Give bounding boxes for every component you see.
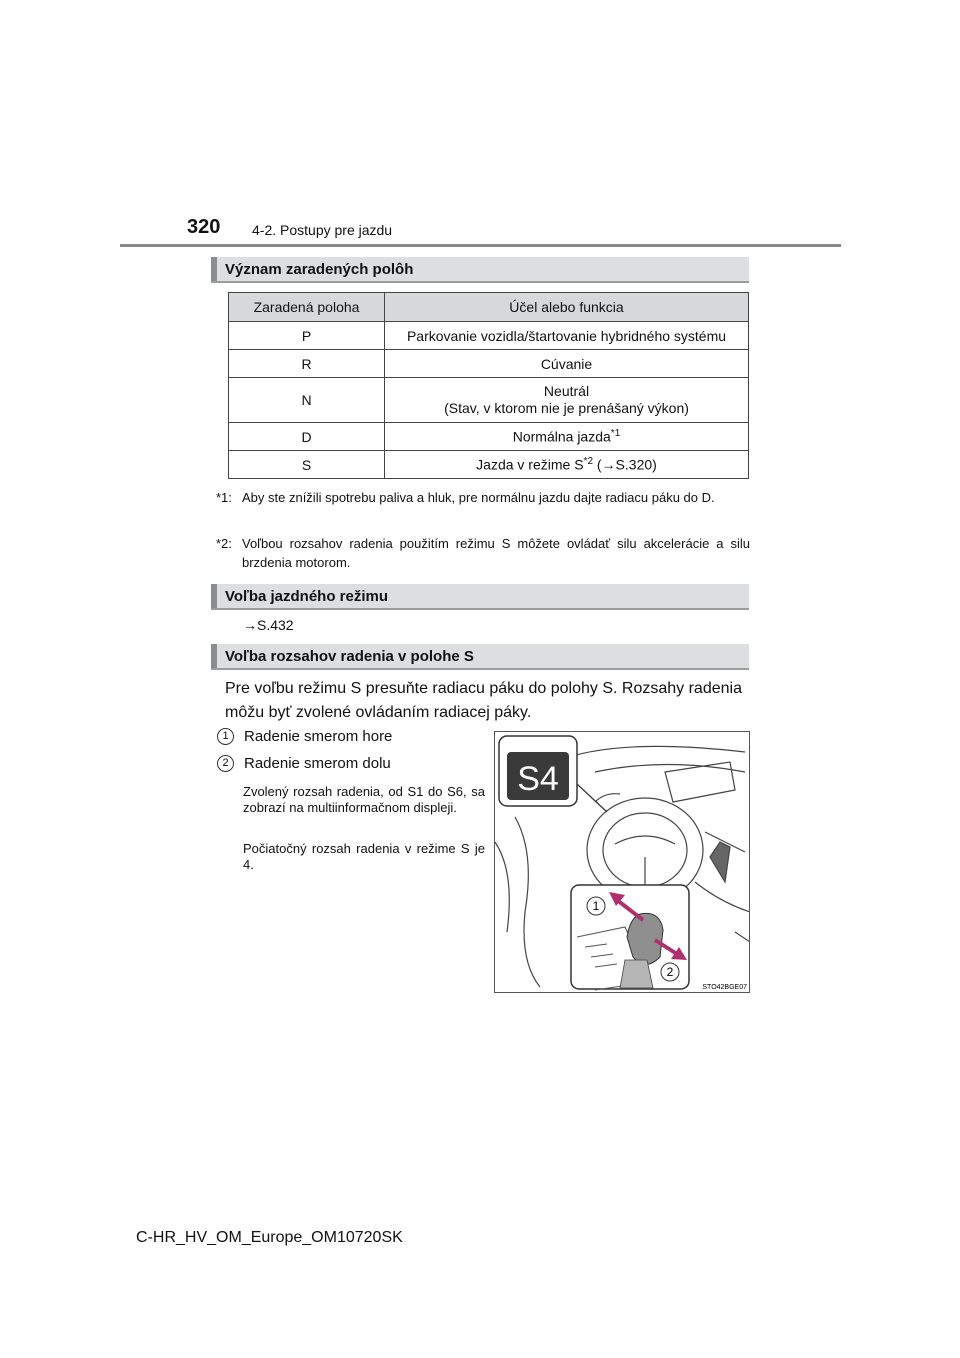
gear-position-table xyxy=(228,292,749,479)
gear-function-cell xyxy=(385,423,749,451)
heading-s-mode-ranges: Voľba rozsahov radenia v polohe S xyxy=(211,644,749,670)
function-text: Normálna jazda xyxy=(512,428,611,445)
callout-1-label: 1 xyxy=(592,899,600,913)
gear-position-cell: S xyxy=(229,451,385,479)
step-downshift xyxy=(217,755,391,772)
gear-position-cell: D xyxy=(229,423,385,451)
shift-lever-illustration xyxy=(494,731,750,993)
step-text: Radenie smerom hore xyxy=(244,728,393,745)
table-header-row xyxy=(229,293,749,322)
gear-position-cell: N xyxy=(229,378,385,423)
footnote-mark: *2: xyxy=(216,536,232,551)
table-row xyxy=(229,322,749,350)
footnote-text: Voľbou rozsahov radenia použitím režimu S môžete ovládať silu akcelerácie a silu brzdenia motorom. xyxy=(242,536,750,570)
step-text: Radenie smerom dolu xyxy=(244,755,391,772)
gear-function-cell xyxy=(385,378,749,423)
table-row xyxy=(229,451,749,479)
section-title: 4-2. Postupy pre jazdu xyxy=(252,222,393,238)
gear-position-cell: R xyxy=(229,350,385,378)
footnote-marker: *2 xyxy=(583,456,593,468)
function-line: (Stav, v ktorom nie je prenášaný výkon) xyxy=(444,400,689,416)
footnote-mark: *1: xyxy=(216,490,232,505)
heading-gear-positions: Význam zaradených polôh xyxy=(211,257,749,283)
page-reference: (→S.320) xyxy=(593,456,657,473)
footnote-2 xyxy=(216,534,750,572)
table-row xyxy=(229,378,749,423)
step-number: 2 xyxy=(217,755,234,772)
drive-mode-reference: →S.432 xyxy=(243,617,294,633)
header-rule xyxy=(120,244,841,247)
callout-2-label: 2 xyxy=(666,965,674,979)
table-row xyxy=(229,350,749,378)
footer-document-code: C-HR_HV_OM_Europe_OM10720SK xyxy=(136,1229,403,1246)
display-reading: S4 xyxy=(517,760,559,798)
table-row xyxy=(229,423,749,451)
note-initial-range: Počiatočný rozsah radenia v režime S je 4. xyxy=(243,841,485,872)
s-mode-intro: Pre voľbu režimu S presuňte radiacu páku do polohy S. Rozsahy radenia môžu byť zvolené ovládaním radiacej páky. xyxy=(225,680,742,721)
function-line: Neutrál xyxy=(543,383,590,399)
gear-function-cell: Parkovanie vozidla/štartovanie hybridného systému xyxy=(385,322,749,350)
gear-position-cell: P xyxy=(229,322,385,350)
footnote-1 xyxy=(216,488,750,507)
step-upshift xyxy=(217,728,392,745)
step-number: 1 xyxy=(217,728,234,745)
function-text: Jazda v režime S xyxy=(476,456,584,473)
figure-code: STO42BGE07 xyxy=(702,984,747,991)
gear-function-cell: Cúvanie xyxy=(385,350,749,378)
column-header: Zaradená poloha xyxy=(229,293,385,322)
illustration-drawing xyxy=(495,732,750,993)
footnote-marker: *1 xyxy=(610,428,621,440)
page-number: 320 xyxy=(187,216,221,238)
gear-function-cell xyxy=(385,451,749,479)
column-header: Účel alebo funkcia xyxy=(385,293,749,322)
heading-drive-mode: Voľba jazdného režimu xyxy=(211,584,749,610)
footnote-text: Aby ste znížili spotrebu paliva a hluk, pre normálnu jazdu dajte radiacu páku do D. xyxy=(242,490,715,505)
note-display: Zvolený rozsah radenia, od S1 do S6, sa zobrazí na multiinformačnom displeji. xyxy=(243,784,485,815)
